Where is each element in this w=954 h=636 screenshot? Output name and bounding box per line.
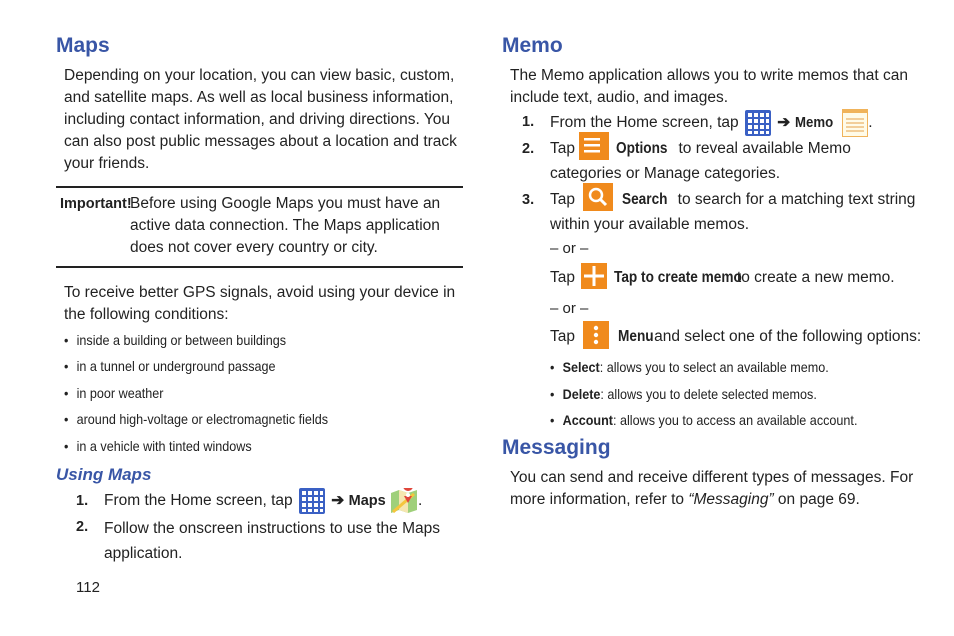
option-item-delete: • Delete: allows you to delete selected memos. [550, 386, 817, 402]
apps-icon[interactable] [299, 488, 325, 514]
important-bottom-rule [56, 266, 463, 268]
step-number: 1. [76, 493, 89, 509]
search-target: Search [621, 191, 668, 208]
page-number: 112 [76, 579, 100, 596]
maps-heading: Maps [56, 34, 110, 57]
or-separator: – or – [550, 300, 589, 317]
maps-target: Maps [348, 493, 386, 510]
search-icon[interactable] [583, 183, 613, 211]
maps-intro: Depending on your location, you can view basic, custom, and satellite maps. As well as local business information, including contact information, and driving directions. You can also post public messages about a location and track your friends. [64, 67, 457, 172]
tap-to-create-memo-target: Tap to create memo [613, 269, 742, 286]
step-number: 2. [76, 519, 89, 535]
messaging-reference-link[interactable]: “Messaging” [688, 491, 774, 508]
using-step-1: From the Home screen, tap ➔ Maps . [104, 488, 422, 514]
important-text: Before using Google Maps you must have an active data connection. The Maps application does not cover every country or city. [130, 195, 441, 256]
memo-app-icon[interactable] [842, 109, 868, 137]
important-label: Important! [60, 196, 132, 212]
or-separator: – or – [550, 240, 589, 257]
memo-step-3: Tap Search to search for a matching text string within your available memos. [550, 187, 920, 237]
memo-step-2: Tap Options to reveal available Memo categories or Manage categories. [550, 136, 920, 186]
apps-icon[interactable] [745, 110, 771, 136]
maps-app-icon[interactable] [390, 488, 418, 514]
memo-step-1: From the Home screen, tap ➔ Memo . [550, 109, 873, 137]
step-number: 2. [522, 141, 535, 157]
tap-create-line: Tap Tap to create memoto create a new memo. [550, 265, 895, 291]
option-item-account: • Account: allows you to access an available account. [550, 412, 858, 428]
condition-item: • in a vehicle with tinted windows [64, 438, 252, 454]
using-maps-heading: Using Maps [56, 465, 152, 484]
plus-icon[interactable] [581, 263, 607, 289]
messaging-intro: You can send and receive different types of messages. For more information, refer to “Messaging” on page 69. [510, 469, 914, 508]
tap-menu-line: Tap Menuand select one of the following options: [550, 324, 921, 350]
options-icon[interactable] [579, 132, 609, 160]
condition-item: • around high-voltage or electromagnetic fields [64, 411, 329, 427]
memo-target: Memo [794, 114, 833, 132]
important-top-rule [56, 186, 463, 188]
menu-icon[interactable] [583, 321, 609, 349]
menu-target: Menu [617, 328, 654, 345]
step-number: 1. [522, 114, 535, 130]
condition-item: • in a tunnel or underground passage [64, 358, 276, 374]
step-number: 3. [522, 192, 535, 208]
memo-heading: Memo [502, 34, 563, 57]
gps-intro: To receive better GPS signals, avoid using your device in the following conditions: [64, 284, 456, 323]
memo-intro: The Memo application allows you to write memos that can include text, audio, and images. [510, 67, 909, 106]
option-item-select: • Select: allows you to select an available memo. [550, 359, 829, 375]
messaging-heading: Messaging [502, 436, 611, 459]
options-target: Options [615, 140, 668, 157]
using-step-2: Follow the onscreen instructions to use the Maps application. [104, 520, 441, 562]
condition-item: • in poor weather [64, 385, 164, 401]
condition-item: • inside a building or between buildings [64, 332, 287, 348]
